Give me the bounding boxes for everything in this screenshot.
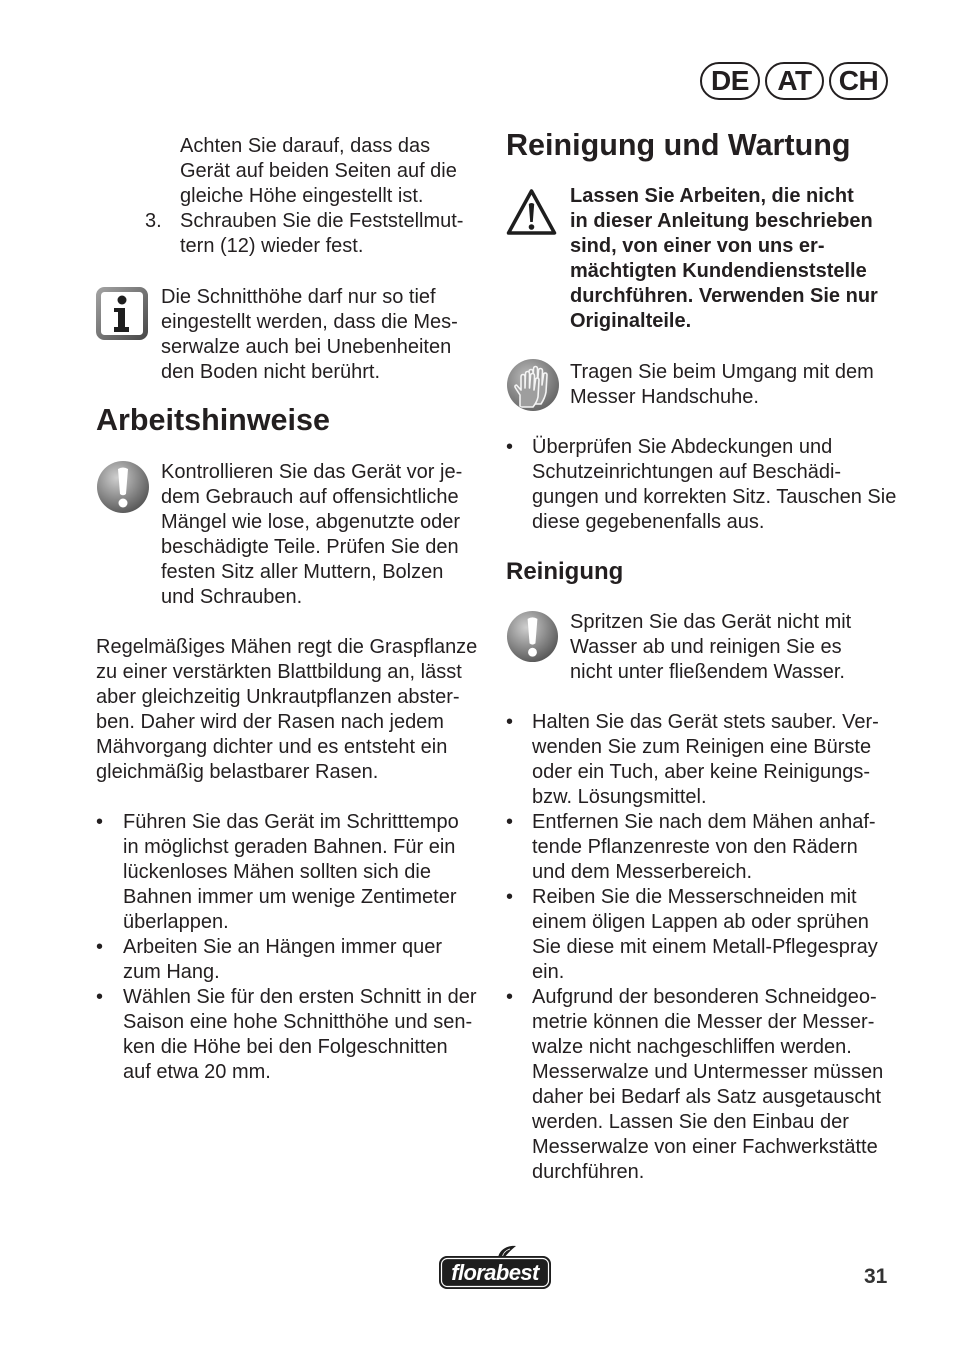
text-line: lückenloses Mähen sollten sich die <box>123 860 431 883</box>
text-line: Achten Sie darauf, dass das <box>180 135 431 157</box>
text-line: Die Schnitthöhe darf nur so tief <box>161 285 436 308</box>
list-item-text <box>532 810 896 885</box>
florabest-logo <box>438 1244 552 1290</box>
step-text <box>180 209 463 259</box>
left-column <box>96 0 486 1354</box>
text-line: in dieser Anleitung beschrieben <box>570 209 873 232</box>
list-item-text <box>532 885 896 985</box>
list-item <box>96 935 486 985</box>
text-line: tende Pflanzenreste von den Rädern <box>532 835 858 858</box>
country-badge-at: AT <box>765 62 824 100</box>
text-line: beschädigte Teile. Prüfen Sie den <box>161 535 459 558</box>
text-line: sind, von einer von uns er- <box>570 234 825 257</box>
text-line: Wasser ab und reinigen Sie es <box>570 635 842 658</box>
text-line: daher bei Bedarf als Satz ausgetauscht <box>532 1085 882 1108</box>
text-line: metrie können die Messer der Messer- <box>532 1010 875 1033</box>
exclamation-circle-icon <box>506 610 559 663</box>
text-line: nicht unter fließendem Wasser. <box>570 660 845 683</box>
text-line: Lassen Sie Arbeiten, die nicht <box>570 184 854 207</box>
text-line: Mängel wie lose, abgenutzte oder <box>161 510 461 533</box>
right-column <box>506 0 896 1354</box>
bullet-marker: • <box>96 810 104 833</box>
list-item <box>506 985 896 1185</box>
text-line: Aufgrund der besonderen Schneidgeo- <box>532 985 877 1008</box>
text-line: Wählen Sie für den ersten Schnitt in der <box>123 985 477 1008</box>
text-line: Spritzen Sie das Gerät nicht mit <box>570 610 852 633</box>
text-line: in möglichst geraden Bahnen. Für ein <box>123 835 456 858</box>
text-line: Entfernen Sie nach dem Mähen anhaf- <box>532 810 876 833</box>
text-line: ken die Höhe bei den Folgeschnitten <box>123 1035 448 1058</box>
text-line: diese gegebenenfalls aus. <box>532 510 765 533</box>
text-line: eingestellt werden, dass die Mes- <box>161 310 458 333</box>
text-line: festen Sitz aller Muttern, Bolzen <box>161 560 444 583</box>
subsection-heading-reinigung: Reinigung <box>506 558 624 585</box>
bullet-list <box>506 435 896 535</box>
text-line: und dem Messerbereich. <box>532 860 753 883</box>
text-line: Schrauben Sie die Feststellmut- <box>180 209 464 232</box>
text-line: Kontrollieren Sie das Gerät vor je- <box>161 460 463 483</box>
text-line: zu einer verstärkten Blattbildung an, lässt <box>96 660 462 683</box>
text-line: überlappen. <box>123 910 229 933</box>
text-line: auf etwa 20 mm. <box>123 1060 271 1083</box>
bullet-marker: • <box>506 810 514 833</box>
caution-text <box>161 460 462 610</box>
gloves-note-text <box>570 360 874 410</box>
text-line: wenden Sie zum Reinigen eine Bürste <box>532 735 872 758</box>
text-line: Tragen Sie beim Umgang mit dem <box>570 360 874 383</box>
text-line: Halten Sie das Gerät stets sauber. Ver- <box>532 710 879 733</box>
bullet-marker: • <box>96 985 104 1008</box>
page-number: 31 <box>864 1265 888 1288</box>
list-item <box>96 985 486 1085</box>
text-line: tern (12) wieder fest. <box>180 234 364 257</box>
section-heading-reinigung-und-wartung: Reinigung und Wartung <box>506 128 851 162</box>
list-item <box>96 810 486 935</box>
text-line: Messer Handschuhe. <box>570 385 759 408</box>
text-line: serwalze auch bei Unebenheiten <box>161 335 452 358</box>
text-line: Mähvorgang dichter und es entsteht ein <box>96 735 448 758</box>
bullet-marker: • <box>96 935 104 958</box>
text-line: Führen Sie das Gerät im Schritttempo <box>123 810 459 833</box>
body-paragraph <box>96 635 477 785</box>
text-line: Messerwalze von einer Fachwerkstätte <box>532 1135 878 1158</box>
text-line: Sie diese mit einem Metall-Pflegespray <box>532 935 878 958</box>
text-line: mächtigten Kundendienststelle <box>570 259 867 282</box>
text-line: walze nicht nachgeschliffen werden. <box>532 1035 852 1058</box>
info-note-text <box>161 285 458 385</box>
list-item <box>506 885 896 985</box>
logo-text: florabest <box>451 1260 539 1285</box>
list-item <box>506 435 896 535</box>
step-number: 3. <box>145 209 162 232</box>
text-line: einem öligen Lappen ab oder sprühen <box>532 910 869 933</box>
text-line: Regelmäßiges Mähen regt die Graspflanze <box>96 635 478 658</box>
text-line: gungen und korrekten Sitz. Tauschen Sie <box>532 485 897 508</box>
bullet-list <box>96 810 486 1085</box>
caution-text <box>570 610 851 685</box>
text-line: Saison eine hohe Schnitthöhe und sen- <box>123 1010 473 1033</box>
gloves-icon <box>506 358 560 412</box>
text-line: werden. Lassen Sie den Einbau der <box>532 1110 849 1133</box>
text-line: ein. <box>532 960 565 983</box>
text-line: durchführen. Verwenden Sie nur <box>570 284 878 307</box>
country-badge-de: DE <box>700 62 760 100</box>
bullet-list <box>506 710 896 1185</box>
text-line: Messerwalze und Untermesser müssen <box>532 1060 884 1083</box>
list-item <box>506 710 896 810</box>
list-item-text <box>532 435 896 535</box>
text-line: ben. Daher wird der Rasen nach jedem <box>96 710 444 733</box>
text-line: aber gleichzeitig Unkrautpflanzen abster- <box>96 685 460 708</box>
text-line: Gerät auf beiden Seiten auf die <box>180 160 457 182</box>
bullet-marker: • <box>506 710 514 733</box>
list-item-text <box>532 985 896 1185</box>
text-line: bzw. Lösungsmittel. <box>532 785 707 808</box>
text-line: durchführen. <box>532 1160 645 1183</box>
text-line: Originalteile. <box>570 309 692 332</box>
text-line: gleiche Höhe eingestellt ist. <box>180 185 424 207</box>
warning-triangle-icon <box>506 187 557 237</box>
text-line: Überprüfen Sie Abdeckungen und <box>532 435 833 458</box>
list-item-text <box>123 810 486 935</box>
exclamation-circle-icon <box>96 460 150 514</box>
bullet-marker: • <box>506 985 514 1008</box>
text-line: Schutzeinrichtungen auf Beschädi- <box>532 460 842 483</box>
list-item-text <box>123 985 486 1085</box>
bullet-marker: • <box>506 435 514 458</box>
list-item-text <box>532 710 896 810</box>
continuation-text <box>180 134 457 209</box>
text-line: gleichmäßig belastbarer Rasen. <box>96 760 379 783</box>
text-line: zum Hang. <box>123 960 220 983</box>
text-line: Arbeiten Sie an Hängen immer quer <box>123 935 443 958</box>
text-line: und Schrauben. <box>161 585 303 608</box>
bullet-marker: • <box>506 885 514 908</box>
text-line: oder ein Tuch, aber keine Reinigungs- <box>532 760 870 783</box>
text-line: Reiben Sie die Messerschneiden mit <box>532 885 857 908</box>
list-item <box>506 810 896 885</box>
text-line: den Boden nicht berührt. <box>161 360 381 383</box>
section-heading-arbeitshinweise: Arbeitshinweise <box>96 403 330 437</box>
text-line: Bahnen immer um wenige Zentimeter <box>123 885 457 908</box>
text-line: dem Gebrauch auf offensichtliche <box>161 485 459 508</box>
info-icon <box>96 287 148 340</box>
warning-text <box>570 184 878 334</box>
country-badge-ch: CH <box>829 62 888 100</box>
list-item-text <box>123 935 486 985</box>
